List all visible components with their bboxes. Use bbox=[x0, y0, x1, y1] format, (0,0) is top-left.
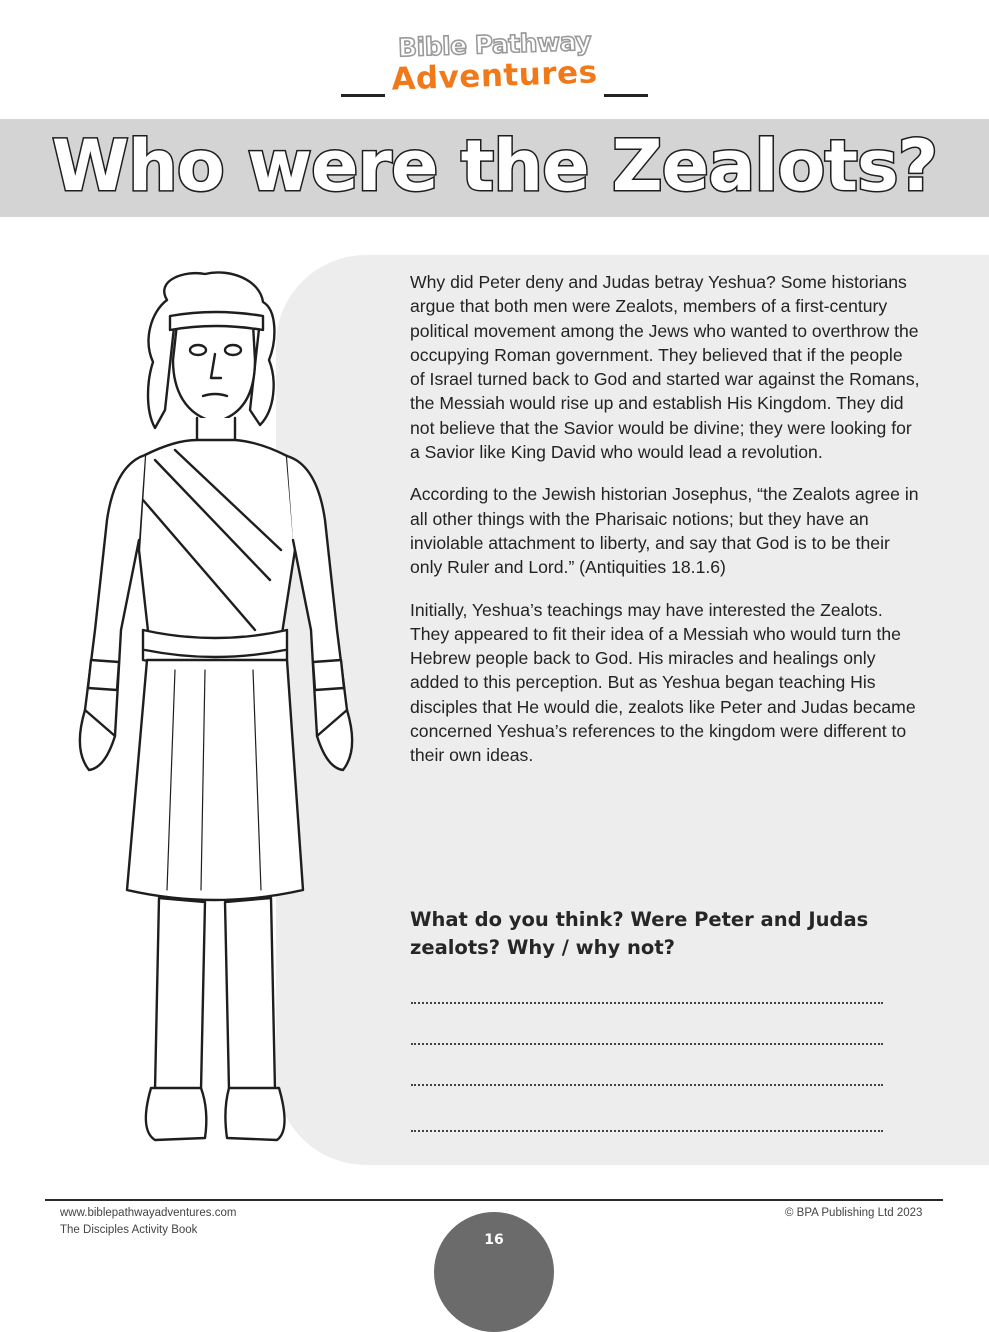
page-number-tab bbox=[434, 1212, 554, 1332]
footer-copyright: © BPA Publishing Ltd 2023 bbox=[785, 1207, 923, 1219]
answer-line[interactable] bbox=[411, 1002, 883, 1004]
logo-line-2: Adventures bbox=[390, 54, 599, 98]
paragraph: Why did Peter deny and Judas betray Yeshua? Some historians argue that both men were Zealots, members of a first-century political movement among the Jews who wanted to overthrow the occupying Roman government. They believed that if the people of Israel turned back to God and started war against the Romans, the Messiah would rise up and establish His Kingdom. They did not believe that the Savior would be divine; they were looking for a Savior like King David who would lead a revolution. bbox=[410, 272, 920, 463]
logo-line-1: Bible Pathway bbox=[397, 26, 592, 63]
paragraph: According to the Jewish historian Josephus, “the Zealots agree in all other things with the Pharisaic notions; but they have an inviolable attachment to liberty, and say that God is to be their only Ruler and Lord.” (Antiquities 18.1.6) bbox=[410, 484, 919, 578]
answer-line[interactable] bbox=[411, 1084, 883, 1086]
article-body bbox=[410, 270, 922, 786]
answer-line[interactable] bbox=[411, 1130, 883, 1132]
footer-book-title: The Disciples Activity Book bbox=[60, 1224, 198, 1236]
page-number: 16 bbox=[484, 1232, 504, 1248]
answer-line[interactable] bbox=[411, 1043, 883, 1045]
footer-divider bbox=[45, 1199, 943, 1201]
paragraph: Initially, Yeshua’s teachings may have interested the Zealots. They appeared to fit their idea of a Messiah who would turn the Hebrew people back to God. His miracles and healings only added to this perception. But as Yeshua began teaching His disciples that He would die, zealots like Peter and Judas became concerned Yeshua’s references to the kingdom were different to their own ideas. bbox=[410, 599, 916, 766]
logo-divider-right bbox=[604, 94, 648, 97]
footer-website: www.biblepathwayadventures.com bbox=[60, 1207, 237, 1219]
publisher-logo bbox=[0, 24, 989, 104]
zealot-figure-icon bbox=[55, 250, 355, 1160]
page-title: Who were the Zealots? bbox=[51, 125, 938, 207]
discussion-question: What do you think? Were Peter and Judas zealots? Why / why not? bbox=[410, 908, 869, 959]
